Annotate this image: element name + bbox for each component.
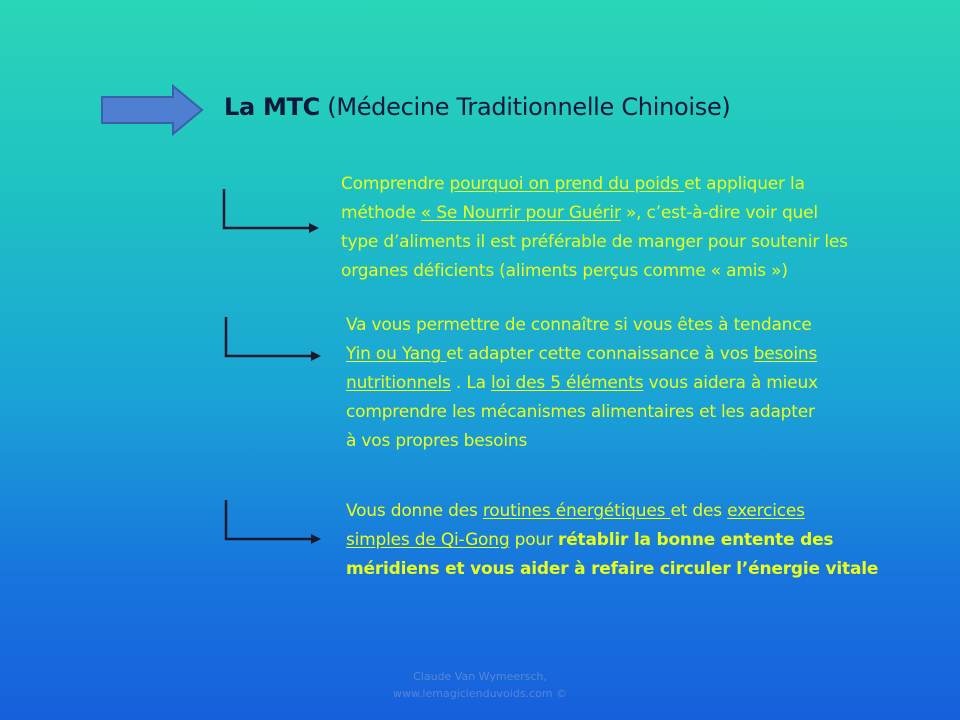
elbow-arrow-icon xyxy=(221,496,321,556)
text-segment: comprendre les mécanismes alimentaires et les adapter xyxy=(346,402,815,422)
text-segment: à vos propres besoins xyxy=(346,431,528,451)
text-line xyxy=(341,170,848,199)
text-segment: . La xyxy=(450,373,492,393)
underlined-phrase: routines énergétiques xyxy=(482,501,671,521)
underlined-phrase: nutritionnels xyxy=(346,373,451,393)
text-line xyxy=(346,369,818,398)
bold-phrase: méridiens et vous aider à refaire circuler l’énergie vitale xyxy=(346,559,879,579)
text-line xyxy=(346,555,878,584)
text-segment: Va vous permettre de connaître si vous êtes à tendance xyxy=(346,315,812,335)
elbow-arrow-icon xyxy=(219,185,319,245)
underlined-phrase: Yin ou Yang xyxy=(346,344,447,364)
text-line xyxy=(346,526,878,555)
text-segment: et adapter cette connaissance à vos xyxy=(446,344,754,364)
text-segment: méthode xyxy=(341,203,421,223)
underlined-phrase: pourquoi on prend du poids xyxy=(449,174,685,194)
text-segment: pour xyxy=(509,530,559,550)
elbow-arrow-icon xyxy=(221,313,321,373)
text-line xyxy=(346,497,878,526)
text-line xyxy=(346,398,818,427)
underlined-phrase: exercices xyxy=(727,501,805,521)
text-segment: Vous donne des xyxy=(346,501,483,521)
text-segment: type d’aliments il est préférable de manger pour soutenir les xyxy=(341,232,848,252)
text-segment: organes déficients (aliments perçus comme « amis ») xyxy=(341,261,788,281)
underlined-phrase: besoins xyxy=(753,344,818,364)
text-segment: Comprendre xyxy=(341,174,450,194)
title-bold: La MTC xyxy=(224,93,320,121)
text-line xyxy=(341,199,848,228)
watermark-author: Claude Van Wymeersch, xyxy=(413,670,547,683)
text-segment: vous aidera à mieux xyxy=(643,373,818,393)
bold-phrase: rétablir la bonne entente des xyxy=(558,530,834,550)
title-rest: (Médecine Traditionnelle Chinoise) xyxy=(319,93,731,121)
text-line xyxy=(341,228,848,257)
text-line xyxy=(346,427,818,456)
slide-title xyxy=(224,93,730,121)
right-arrow-icon xyxy=(100,84,204,136)
watermark xyxy=(0,668,960,702)
item-2-text xyxy=(346,311,818,456)
watermark-url: www.lemagicienduvoids.com © xyxy=(392,687,568,700)
text-segment: et des xyxy=(670,501,728,521)
underlined-phrase: loi des 5 éléments xyxy=(491,373,644,393)
text-line xyxy=(346,311,818,340)
underlined-phrase: simples de Qi-Gong xyxy=(346,530,510,550)
text-line xyxy=(341,257,848,286)
item-3-text xyxy=(346,497,878,584)
text-line xyxy=(346,340,818,369)
item-1-text xyxy=(341,170,848,286)
text-segment: », c’est-à-dire voir quel xyxy=(620,203,818,223)
text-segment: et appliquer la xyxy=(684,174,805,194)
underlined-phrase: « Se Nourrir pour Guérir xyxy=(420,203,621,223)
